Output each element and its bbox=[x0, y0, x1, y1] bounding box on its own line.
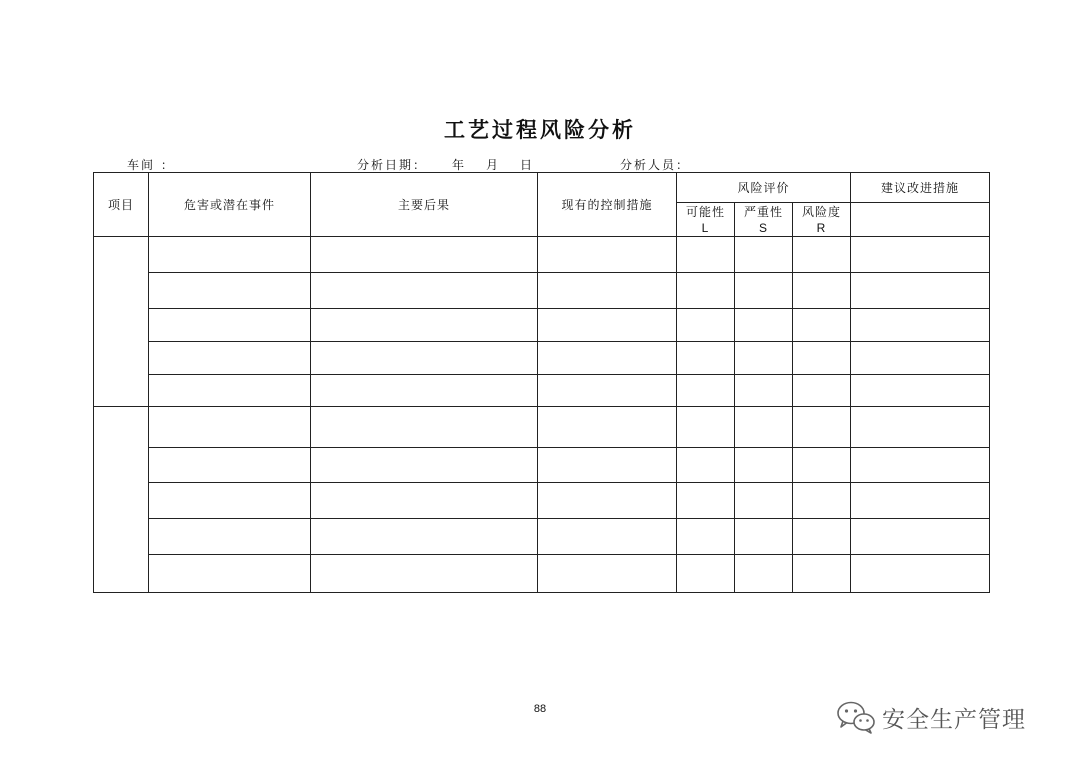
header-consequence: 主要后果 bbox=[311, 173, 538, 237]
item-cell-group-2[interactable] bbox=[94, 407, 149, 593]
page-number: 88 bbox=[533, 703, 547, 715]
hazard-cell[interactable] bbox=[149, 237, 311, 273]
consequence-cell[interactable] bbox=[311, 273, 538, 309]
likelihood-cell[interactable] bbox=[677, 448, 735, 483]
likelihood-code: L bbox=[701, 220, 710, 235]
header-likelihood bbox=[677, 203, 735, 237]
header-risk-evaluation: 风险评价 bbox=[677, 173, 851, 203]
consequence-cell[interactable] bbox=[311, 448, 538, 483]
severity-cell[interactable] bbox=[735, 273, 793, 309]
year-label: 年 bbox=[452, 158, 467, 172]
controls-cell[interactable] bbox=[538, 555, 677, 593]
hazard-cell[interactable] bbox=[149, 375, 311, 407]
controls-cell[interactable] bbox=[538, 483, 677, 519]
severity-label: 严重性 bbox=[743, 204, 783, 219]
likelihood-cell[interactable] bbox=[677, 555, 735, 593]
risk-degree-code: R bbox=[816, 220, 827, 235]
controls-cell[interactable] bbox=[538, 448, 677, 483]
controls-cell[interactable] bbox=[538, 407, 677, 448]
controls-cell[interactable] bbox=[538, 309, 677, 342]
improvement-cell[interactable] bbox=[851, 448, 990, 483]
consequence-cell[interactable] bbox=[311, 555, 538, 593]
header-hazard: 危害或潜在事件 bbox=[149, 173, 311, 237]
controls-cell[interactable] bbox=[538, 237, 677, 273]
consequence-cell[interactable] bbox=[311, 407, 538, 448]
improvement-cell[interactable] bbox=[851, 237, 990, 273]
hazard-cell[interactable] bbox=[149, 448, 311, 483]
severity-cell[interactable] bbox=[735, 555, 793, 593]
header-severity bbox=[735, 203, 793, 237]
table-row bbox=[94, 375, 990, 407]
table-row bbox=[94, 309, 990, 342]
risk-analysis-table bbox=[93, 172, 990, 593]
hazard-cell[interactable] bbox=[149, 555, 311, 593]
hazard-cell[interactable] bbox=[149, 519, 311, 555]
likelihood-cell[interactable] bbox=[677, 342, 735, 375]
severity-cell[interactable] bbox=[735, 237, 793, 273]
controls-cell[interactable] bbox=[538, 519, 677, 555]
table-row bbox=[94, 273, 990, 309]
controls-cell[interactable] bbox=[538, 342, 677, 375]
risk-degree-cell[interactable] bbox=[793, 483, 851, 519]
risk-degree-cell[interactable] bbox=[793, 519, 851, 555]
risk-degree-cell[interactable] bbox=[793, 273, 851, 309]
hazard-cell[interactable] bbox=[149, 342, 311, 375]
risk-degree-cell[interactable] bbox=[793, 309, 851, 342]
header-item: 项目 bbox=[94, 173, 149, 237]
likelihood-cell[interactable] bbox=[677, 237, 735, 273]
improvement-cell[interactable] bbox=[851, 342, 990, 375]
header-improvement: 建议改进措施 bbox=[851, 173, 990, 203]
improvement-cell[interactable] bbox=[851, 483, 990, 519]
analysis-date-label: 分析日期： bbox=[357, 158, 428, 172]
severity-code: S bbox=[758, 220, 768, 235]
watermark-text: 安全生产管理 bbox=[882, 706, 1026, 733]
likelihood-cell[interactable] bbox=[677, 273, 735, 309]
table-row bbox=[94, 555, 990, 593]
item-cell-group-1[interactable] bbox=[94, 237, 149, 407]
hazard-cell[interactable] bbox=[149, 309, 311, 342]
wechat-icon bbox=[836, 700, 876, 734]
likelihood-label: 可能性 bbox=[685, 204, 725, 219]
watermark bbox=[836, 700, 1026, 734]
consequence-cell[interactable] bbox=[311, 519, 538, 555]
risk-degree-cell[interactable] bbox=[793, 407, 851, 448]
month-label: 月 bbox=[486, 158, 501, 172]
likelihood-cell[interactable] bbox=[677, 407, 735, 448]
consequence-cell[interactable] bbox=[311, 342, 538, 375]
severity-cell[interactable] bbox=[735, 483, 793, 519]
likelihood-cell[interactable] bbox=[677, 519, 735, 555]
workshop-label: 车间 ： bbox=[127, 158, 175, 172]
consequence-cell[interactable] bbox=[311, 375, 538, 407]
improvement-cell[interactable] bbox=[851, 407, 990, 448]
severity-cell[interactable] bbox=[735, 448, 793, 483]
controls-cell[interactable] bbox=[538, 273, 677, 309]
severity-cell[interactable] bbox=[735, 309, 793, 342]
day-label: 日 bbox=[520, 158, 535, 172]
improvement-cell[interactable] bbox=[851, 309, 990, 342]
controls-cell[interactable] bbox=[538, 375, 677, 407]
risk-degree-label: 风险度 bbox=[801, 204, 841, 219]
hazard-cell[interactable] bbox=[149, 273, 311, 309]
risk-degree-cell[interactable] bbox=[793, 555, 851, 593]
improvement-cell[interactable] bbox=[851, 519, 990, 555]
consequence-cell[interactable] bbox=[311, 483, 538, 519]
consequence-cell[interactable] bbox=[311, 309, 538, 342]
improvement-header-blank bbox=[851, 203, 990, 237]
table-row bbox=[94, 407, 990, 448]
header-risk-degree bbox=[793, 203, 851, 237]
risk-degree-cell[interactable] bbox=[793, 237, 851, 273]
severity-cell[interactable] bbox=[735, 342, 793, 375]
table-row bbox=[94, 237, 990, 273]
header-existing-controls: 现有的控制措施 bbox=[538, 173, 677, 237]
improvement-cell[interactable] bbox=[851, 375, 990, 407]
document-title: 工艺过程风险分析 bbox=[444, 117, 636, 142]
table-row bbox=[94, 448, 990, 483]
severity-cell[interactable] bbox=[735, 375, 793, 407]
risk-degree-cell[interactable] bbox=[793, 342, 851, 375]
consequence-cell[interactable] bbox=[311, 237, 538, 273]
risk-degree-cell[interactable] bbox=[793, 448, 851, 483]
hazard-cell[interactable] bbox=[149, 407, 311, 448]
hazard-cell[interactable] bbox=[149, 483, 311, 519]
header-row-1 bbox=[94, 173, 990, 203]
improvement-cell[interactable] bbox=[851, 555, 990, 593]
table-row bbox=[94, 342, 990, 375]
severity-cell[interactable] bbox=[735, 407, 793, 448]
likelihood-cell[interactable] bbox=[677, 375, 735, 407]
improvement-cell[interactable] bbox=[851, 273, 990, 309]
table-row bbox=[94, 483, 990, 519]
likelihood-cell[interactable] bbox=[677, 309, 735, 342]
likelihood-cell[interactable] bbox=[677, 483, 735, 519]
severity-cell[interactable] bbox=[735, 519, 793, 555]
analyst-label: 分析人员： bbox=[620, 158, 691, 172]
risk-degree-cell[interactable] bbox=[793, 375, 851, 407]
table-row bbox=[94, 519, 990, 555]
